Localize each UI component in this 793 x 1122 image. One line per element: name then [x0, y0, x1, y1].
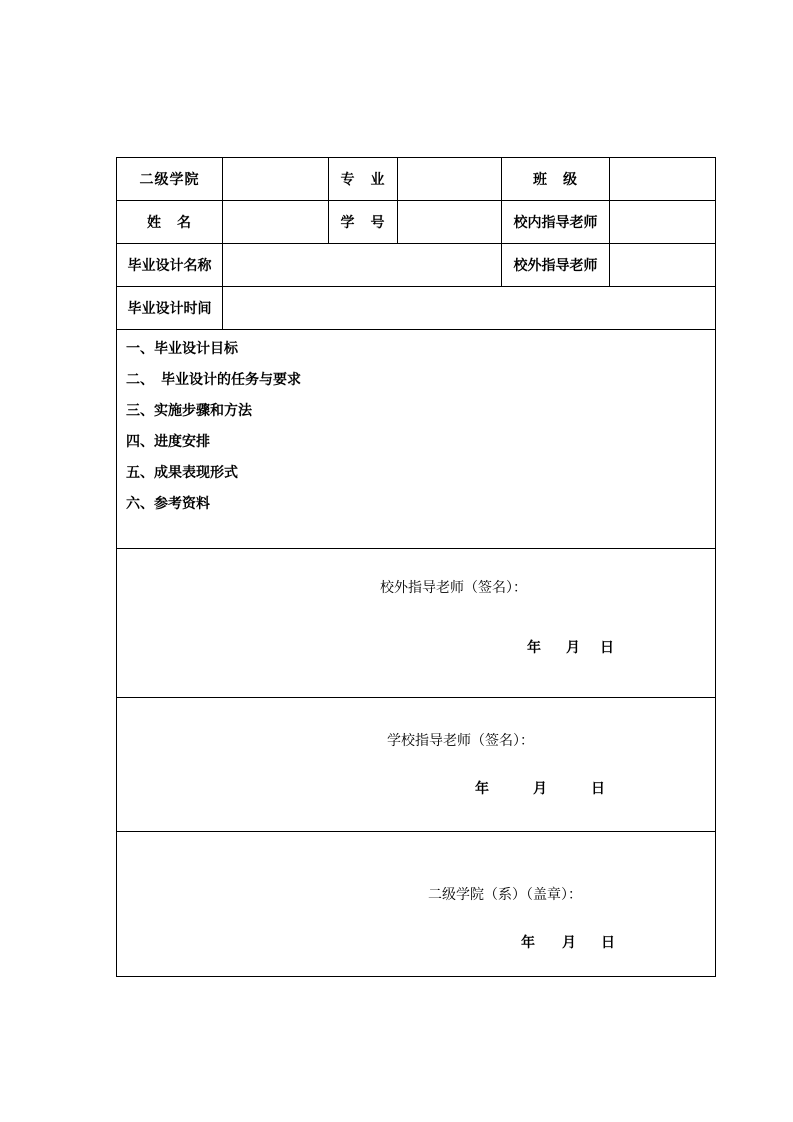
external-advisor-field[interactable]	[610, 244, 717, 286]
school-signature-label: 学校指导老师（签名）：	[387, 733, 534, 749]
external-signature-year: 年	[527, 640, 541, 656]
project-time-label: 毕业设计时间	[117, 287, 223, 329]
student-id-field[interactable]	[398, 201, 502, 243]
school-advisor-signature-block[interactable]	[117, 698, 715, 832]
major-field[interactable]	[398, 158, 502, 200]
project-time-field[interactable]	[223, 287, 717, 329]
college-stamp-block[interactable]	[117, 832, 715, 978]
school-signature-year: 年	[475, 781, 489, 797]
external-advisor-signature-block[interactable]	[117, 549, 715, 698]
project-name-field[interactable]	[223, 244, 502, 286]
section-deliverables: 五、成果表现形式	[126, 465, 238, 481]
project-name-label: 毕业设计名称	[117, 244, 223, 286]
name-label: 姓 名	[117, 201, 223, 243]
section-goal: 一、毕业设计目标	[126, 341, 238, 357]
major-label: 专 业	[329, 158, 398, 200]
college-stamp-day: 日	[601, 935, 615, 951]
college-stamp-month: 月	[562, 935, 576, 951]
internal-advisor-label: 校内指导老师	[502, 201, 610, 243]
class-label: 班 级	[502, 158, 610, 200]
college-label: 二级学院	[117, 158, 223, 200]
school-signature-day: 日	[591, 781, 605, 797]
form-row-college	[117, 158, 715, 201]
task-content-section[interactable]	[117, 330, 715, 549]
external-signature-day: 日	[600, 640, 614, 656]
section-schedule: 四、进度安排	[126, 434, 210, 450]
form-row-name	[117, 201, 715, 244]
class-field[interactable]	[610, 158, 717, 200]
section-references: 六、参考资料	[126, 496, 210, 512]
section-methods: 三、实施步骤和方法	[126, 403, 252, 419]
college-stamp-label: 二级学院（系）（盖章）：	[428, 887, 582, 903]
section-tasks: 二、 毕业设计的任务与要求	[126, 372, 301, 388]
name-field[interactable]	[223, 201, 329, 243]
student-id-label: 学 号	[329, 201, 398, 243]
form-row-project-time	[117, 287, 715, 330]
school-signature-month: 月	[533, 781, 547, 797]
internal-advisor-field[interactable]	[610, 201, 717, 243]
form-row-project-name	[117, 244, 715, 287]
task-form-table	[116, 157, 716, 977]
college-stamp-year: 年	[521, 935, 535, 951]
college-field[interactable]	[223, 158, 329, 200]
external-signature-month: 月	[566, 640, 580, 656]
external-advisor-label: 校外指导老师	[502, 244, 610, 286]
external-signature-label: 校外指导老师（签名）：	[380, 580, 527, 596]
